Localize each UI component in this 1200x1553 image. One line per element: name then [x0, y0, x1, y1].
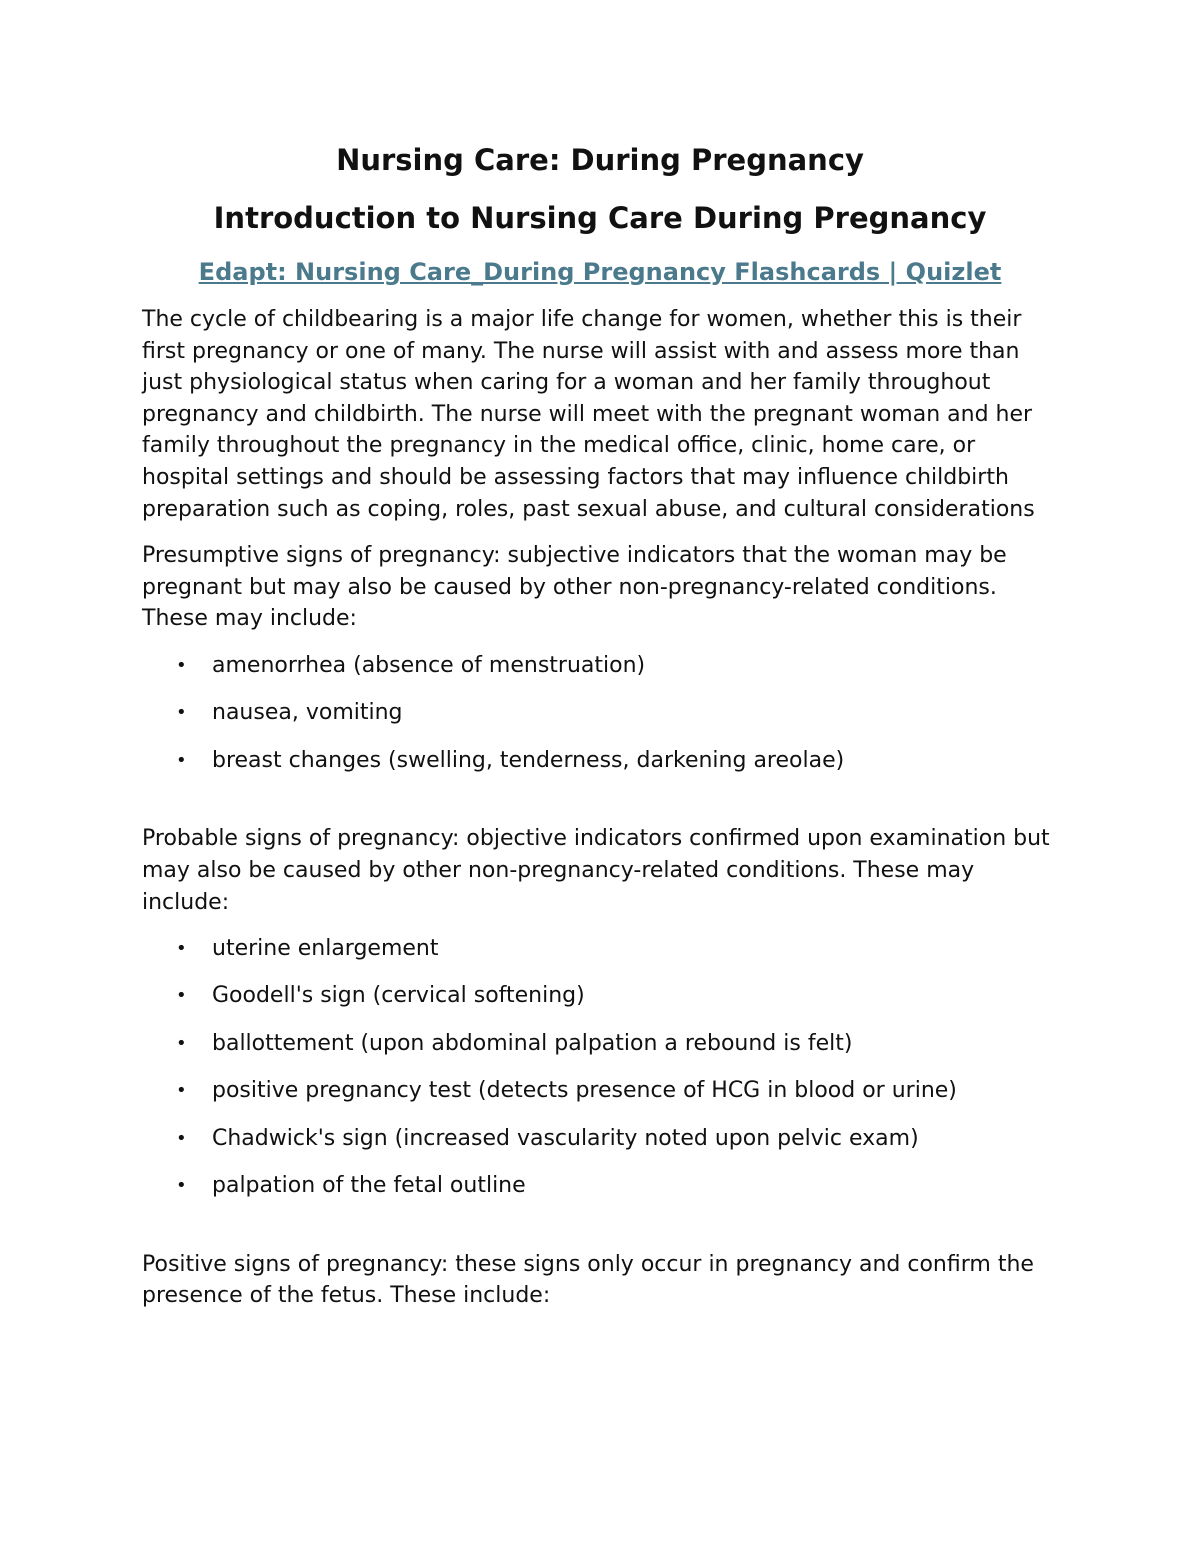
list-item-text: palpation of the fetal outline	[212, 1173, 526, 1199]
list-item	[142, 1028, 1058, 1060]
document-page	[142, 142, 1058, 1312]
list-item	[142, 745, 1058, 777]
probable-signs-list	[142, 933, 1058, 1202]
list-item-text: nausea, vomiting	[212, 700, 403, 726]
document-subtitle: Introduction to Nursing Care During Pregnancy	[213, 201, 987, 235]
list-item-text: Goodell's sign (cervical softening)	[212, 983, 585, 1009]
bullet-icon: •	[176, 1127, 187, 1149]
bullet-icon: •	[176, 1032, 187, 1054]
list-item	[142, 1075, 1058, 1107]
bullet-icon: •	[176, 702, 187, 724]
list-item-text: breast changes (swelling, tenderness, darkening areolae)	[212, 747, 845, 773]
bullet-icon: •	[176, 938, 187, 960]
list-item-text: amenorrhea (absence of menstruation)	[212, 652, 646, 678]
document-title: Nursing Care: During Pregnancy	[336, 143, 864, 177]
list-item	[142, 980, 1058, 1012]
bullet-icon: •	[176, 1080, 187, 1102]
positive-signs-intro: Positive signs of pregnancy: these signs only occur in pregnancy and confirm the presence of the fetus. These include:	[142, 1251, 1034, 1309]
list-item	[142, 650, 1058, 682]
probable-signs-intro: Probable signs of pregnancy: objective indicators confirmed upon examination but may also be caused by other non-pregnancy-related conditions. These may include:	[142, 826, 1050, 915]
bullet-icon: •	[176, 749, 187, 771]
list-item-text: Chadwick's sign (increased vascularity noted upon pelvic exam)	[212, 1125, 919, 1151]
bullet-icon: •	[176, 654, 187, 676]
list-item-text: uterine enlargement	[212, 936, 439, 962]
list-item	[142, 933, 1058, 965]
list-item-text: ballottement (upon abdominal palpation a rebound is felt)	[212, 1030, 853, 1056]
quizlet-flashcards-link[interactable]: Edapt: Nursing Care_During Pregnancy Flashcards | Quizlet	[198, 258, 1002, 286]
bullet-icon: •	[176, 1175, 187, 1197]
list-item-text: positive pregnancy test (detects presence of HCG in blood or urine)	[212, 1078, 957, 1104]
intro-paragraph: The cycle of childbearing is a major life change for women, whether this is their first pregnancy or one of many. The nurse will assist with and assess more than just physiological status when caring for a woman and her family throughout pregnancy and childbirth. The nurse will meet with the pregnant woman and her family throughout the pregnancy in the medical office, clinic, home care, or hospital settings and should be assessing factors that may influence childbirth preparation such as coping, roles, past sexual abuse, and cultural considerations	[142, 307, 1035, 522]
presumptive-signs-intro: Presumptive signs of pregnancy: subjective indicators that the woman may be pregnant but may also be caused by other non-pregnancy-related conditions. These may include:	[142, 543, 1007, 632]
list-item	[142, 697, 1058, 729]
reference-link-container	[142, 254, 1058, 290]
list-item	[142, 1170, 1058, 1202]
presumptive-signs-list	[142, 650, 1058, 776]
bullet-icon: •	[176, 985, 187, 1007]
list-item	[142, 1123, 1058, 1155]
